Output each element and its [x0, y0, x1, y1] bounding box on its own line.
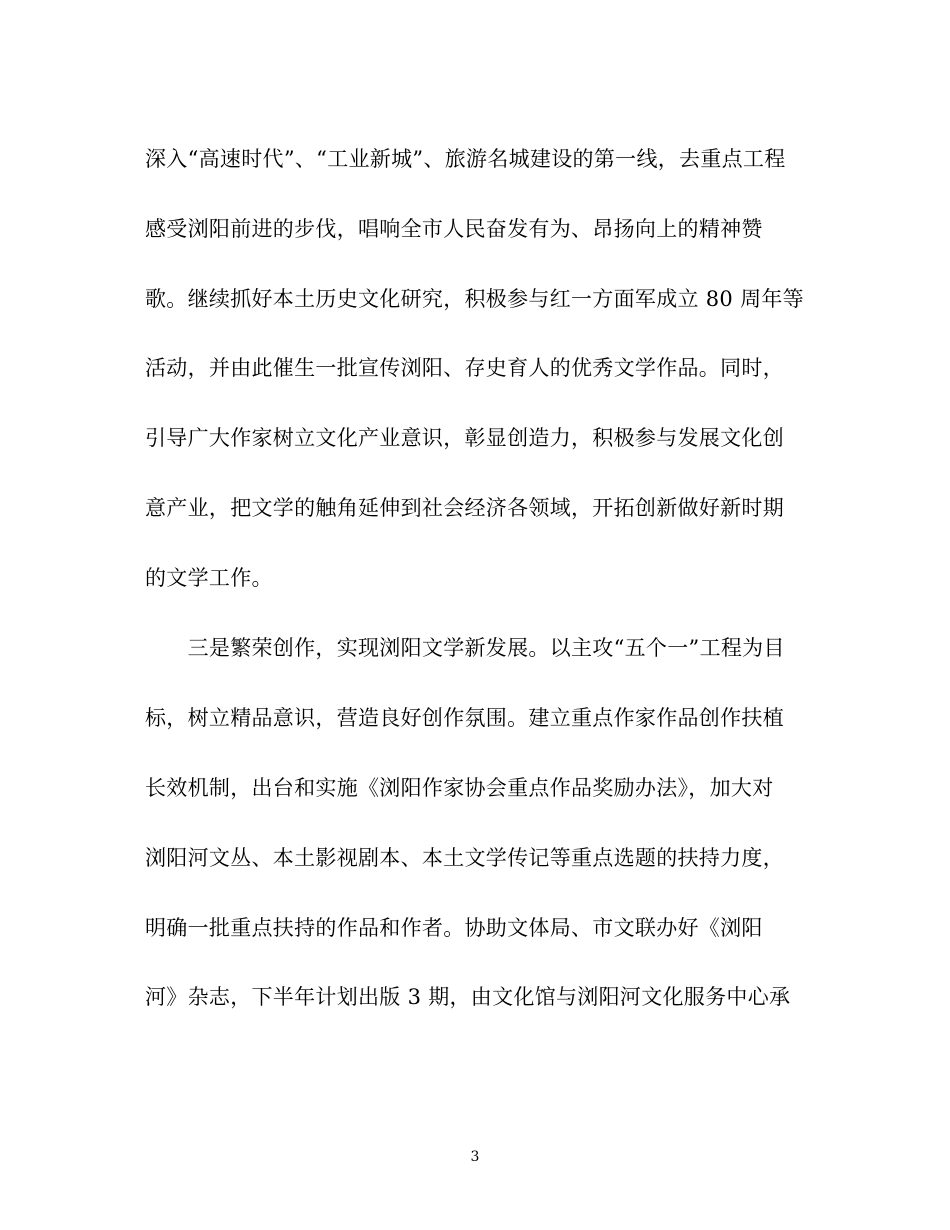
- paragraph-start-line: 三是繁荣创作，实现浏阳文学新发展。以主攻“五个一”工程为目: [145, 636, 785, 660]
- text-line: 河》杂志，下半年计划出版 3 期，由文化馆与浏阳河文化服务中心承: [145, 985, 791, 1009]
- text-line: 浏阳河文丛、本土影视剧本、本土文学传记等重点选题的扶持力度，: [145, 846, 784, 870]
- text-line: 感受浏阳前进的步伐，唱响全市人民奋发有为、昂扬向上的精神赞: [145, 217, 763, 241]
- text-line: 长效机制，出台和实施《浏阳作家协会重点作品奖励办法》，加大对: [145, 776, 774, 800]
- text-line: 活动，并由此催生一批宣传浏阳、存史育人的优秀文学作品。同时，: [145, 356, 784, 380]
- text-line: 深入“高速时代”、“工业新城”、旅游名城建设的第一线，去重点工程: [145, 147, 786, 171]
- text-line: 明确一批重点扶持的作品和作者。协助文体局、市文联办好《浏阳: [145, 916, 763, 940]
- text-line: 引导广大作家树立文化产业意识，彰显创造力，积极参与发展文化创: [145, 426, 784, 450]
- text-line: 标，树立精品意识，营造良好创作氛围。建立重点作家作品创作扶植: [145, 706, 784, 730]
- text-line: 意产业，把文学的触角延伸到社会经济各领域，开拓创新做好新时期: [145, 496, 784, 520]
- text-line: 的文学工作。: [145, 566, 273, 590]
- text-line: 歌。继续抓好本土历史文化研究，积极参与红一方面军成立 80 周年等: [145, 287, 804, 311]
- page-number: 3: [470, 1149, 480, 1165]
